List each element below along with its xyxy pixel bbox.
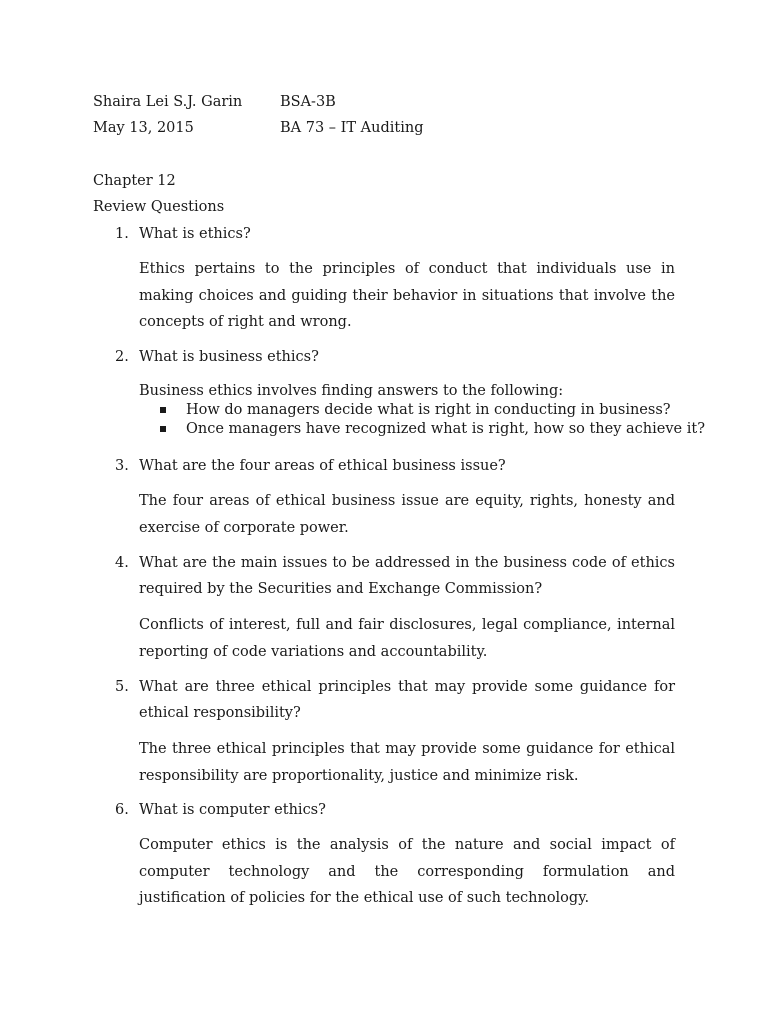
chapter-heading: Chapter 12: [93, 173, 176, 189]
question-text: What are the main issues to be addressed in the business code of ethics required by the Securities and Exchange Commission?: [139, 555, 675, 597]
question-text: What is business ethics?: [139, 349, 319, 365]
answer-text: The four areas of ethical business issue are equity, rights, honesty and exercise of corporate power.: [139, 493, 675, 536]
question-text: What is computer ethics?: [139, 802, 326, 818]
question-text: What are the four areas of ethical business issue?: [139, 458, 506, 474]
question-number: 2.: [115, 349, 129, 365]
question-text: What are three ethical principles that may provide some guidance for ethical responsibility?: [139, 679, 675, 721]
answer-text: Ethics pertains to the principles of conduct that individuals use in making choices and guiding their behavior in situations that involve the concepts of right and wrong.: [139, 261, 675, 330]
question-number: 5.: [115, 679, 129, 695]
header-row-2: [93, 117, 693, 139]
question-text: What is ethics?: [139, 226, 251, 242]
student-section: BSA-3B: [280, 94, 336, 110]
question-number: 1.: [115, 226, 129, 242]
list-item: [160, 420, 705, 439]
question-number: 6.: [115, 802, 129, 818]
document-date: May 13, 2015: [93, 120, 194, 136]
question-number: 4.: [115, 555, 129, 571]
list-item-text: How do managers decide what is right in conducting in business?: [186, 402, 671, 418]
student-name: Shaira Lei S.J. Garin: [93, 94, 243, 110]
header-row-1: [93, 91, 693, 113]
square-bullet-icon: [160, 426, 166, 432]
list-item-text: Once managers have recognized what is right, how so they achieve it?: [186, 421, 705, 437]
answer-text: Conflicts of interest, full and fair disclosures, legal compliance, internal reporting of code variations and accountability.: [139, 617, 675, 660]
square-bullet-icon: [160, 407, 166, 413]
answer-text: Computer ethics is the analysis of the nature and social impact of computer technology and the corresponding formulation and justification of policies for the ethical use of such technology.: [139, 837, 675, 906]
course-title: BA 73 – IT Auditing: [280, 120, 424, 136]
question-number: 3.: [115, 458, 129, 474]
list-item: [160, 401, 680, 420]
answer-text: The three ethical principles that may provide some guidance for ethical responsibility are proportionality, justice and minimize risk.: [139, 741, 675, 784]
answer-text: Business ethics involves finding answers to the following:: [139, 383, 564, 399]
section-heading: Review Questions: [93, 199, 225, 215]
